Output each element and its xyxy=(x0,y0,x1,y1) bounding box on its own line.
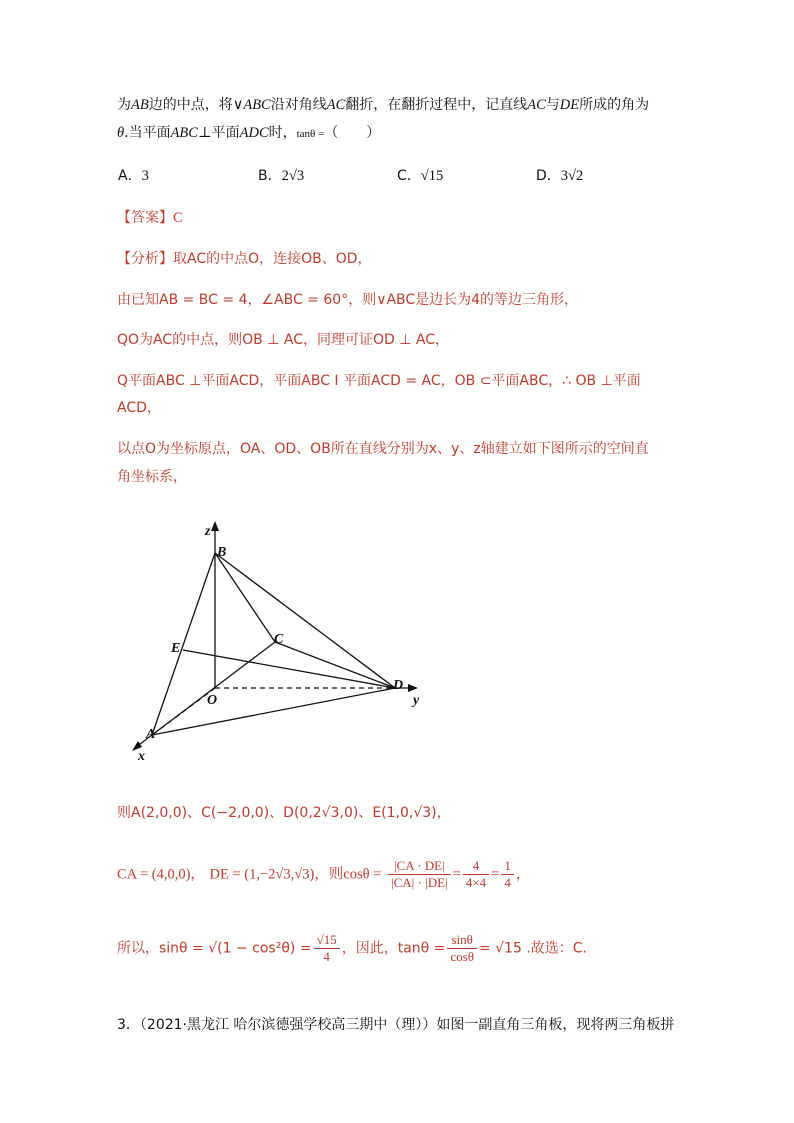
z-axis-arrow xyxy=(211,521,219,531)
label-z: z xyxy=(205,524,211,539)
analysis-line-1: 【分析】取AC的中点O，连接OB、OD， xyxy=(117,251,372,267)
option-a: A．3 xyxy=(118,168,149,184)
label-y: y xyxy=(413,693,420,708)
analysis-line-8: 则A(2,0,0)、C(−2,0,0)、D(0,2√3,0)、E(1,0,√3)， xyxy=(117,805,451,821)
edge-bc xyxy=(215,553,275,642)
label-d: D xyxy=(393,678,404,693)
label-c: C xyxy=(274,632,284,647)
label-o: O xyxy=(207,693,218,708)
label-b: B xyxy=(217,545,227,560)
option-c: C．√15 xyxy=(397,168,444,184)
analysis-line-4: Q平面ABC ⊥平面ACD，平面ABC I 平面ACD = AC，OB ⊂平面ABC，∴ OB ⊥平面 xyxy=(117,373,641,389)
fraction-cos: $\frac{|CA \cdot DE|}{|CA| \cdot |DE|}$ xyxy=(388,858,451,891)
analysis-line-6: 以点O为坐标原点，OA、OD、OB所在直线分别为x、y、z轴建立如下图所示的空间直 xyxy=(117,441,649,457)
fraction-sqrt15-over-4: $\frac{√15}{4}$ xyxy=(314,932,340,965)
label-e: E xyxy=(171,641,181,656)
option-d: D．3√2 xyxy=(536,168,584,184)
analysis-line-9: CA = (4,0,0)， DE = (1,−2√3,√3)，则cosθ = $\frac{|CA \cdot DE|}{|CA| \cdot |DE|}$ = $\frac{4}{4\times 4}$ = $\frac{1}{4}$ ， xyxy=(117,858,530,890)
problem-line-1: 为AB边的中点，将∨ABC沿对角线AC翻折，在翻折过程中，记直线AC与DE所成的角为 xyxy=(117,97,650,113)
edge-ad xyxy=(152,688,395,735)
problem-3-line: 3．（2021·黑龙江 哈尔滨德强学校高三期中（理））如图一副直角三角板，现将两三角板拼 xyxy=(117,1017,675,1033)
analysis-line-10: 所以，sinθ = √(1 − cos²θ) = $\frac{√15}{4}$ ，因此，tanθ = $\frac{\sin\theta}{\cos\theta}$ = √15 .故选：C. xyxy=(117,932,587,964)
analysis-line-5: ACD， xyxy=(117,400,161,416)
edge-cd xyxy=(275,642,395,688)
fraction-1-over-4: $\frac{1}{4}$ xyxy=(501,858,514,891)
y-axis-arrow xyxy=(408,684,418,692)
edge-ab xyxy=(152,553,218,735)
option-b: B．2√3 xyxy=(258,168,305,184)
fraction-sin-over-cos: $\frac{\sin\theta}{\cos\theta}$ xyxy=(447,932,477,965)
label-x: x xyxy=(138,749,145,764)
analysis-line-2: 由已知AB = BC = 4，∠ABC = 60°，则∨ABC是边长为4的等边三角形， xyxy=(117,292,579,308)
analysis-line-3: QO为AC的中点，则OB ⊥ AC，同理可证OD ⊥ AC， xyxy=(117,332,449,348)
coordinate-figure xyxy=(120,515,460,775)
problem-line-2: θ.当平面ABC⊥平面ADC时，tanθ =（ ） xyxy=(117,125,381,141)
answer-line: 【答案】C xyxy=(117,210,183,226)
fraction-4-over-16: $\frac{4}{4\times 4}$ xyxy=(463,858,489,891)
label-a: A xyxy=(146,727,156,742)
analysis-line-7: 角坐标系， xyxy=(117,469,187,485)
